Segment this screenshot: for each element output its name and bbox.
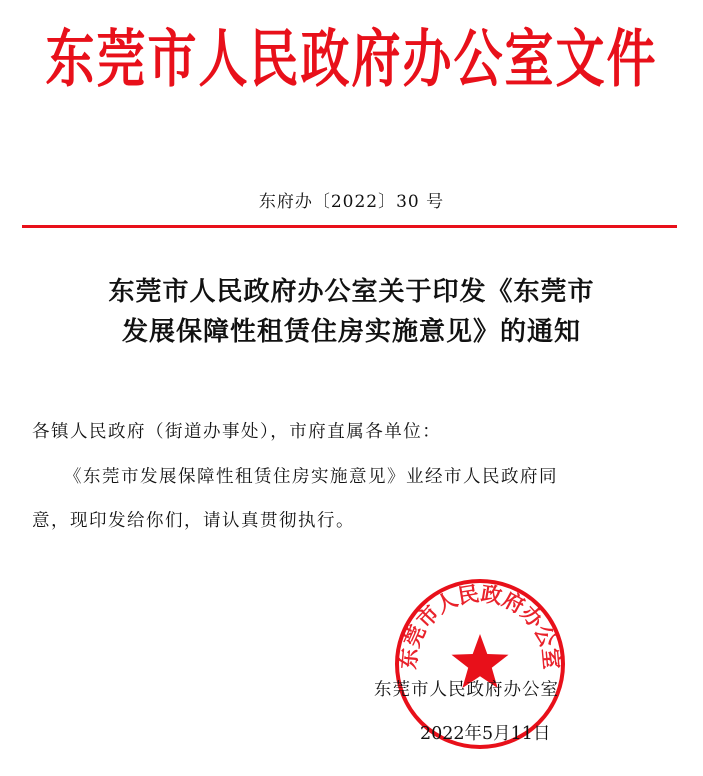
document-title	[0, 272, 703, 352]
signature-date: 2022年5月11日	[420, 724, 551, 744]
signature-organization: 东莞市人民政府办公室	[374, 680, 559, 700]
document-title-line-2: 发展保障性租赁住房实施意见》的通知	[121, 317, 581, 347]
salutation: 各镇人民政府（街道办事处），市府直属各单位：	[32, 422, 442, 442]
document-header: 东莞市人民政府办公室文件	[45, 22, 658, 96]
red-separator-line	[22, 225, 677, 228]
body-paragraph-line-2: 意，现印发给你们，请认真贯彻执行。	[32, 511, 355, 531]
document-title-line-1: 东莞市人民政府办公室关于印发《东莞市	[108, 277, 595, 307]
body-paragraph-line-1: 《东莞市发展保障性租赁住房实施意见》业经市人民政府同	[64, 467, 558, 487]
seal-text: 东莞市人民政府办公室	[396, 581, 564, 671]
document-number: 东府办〔2022〕30 号	[258, 192, 445, 212]
